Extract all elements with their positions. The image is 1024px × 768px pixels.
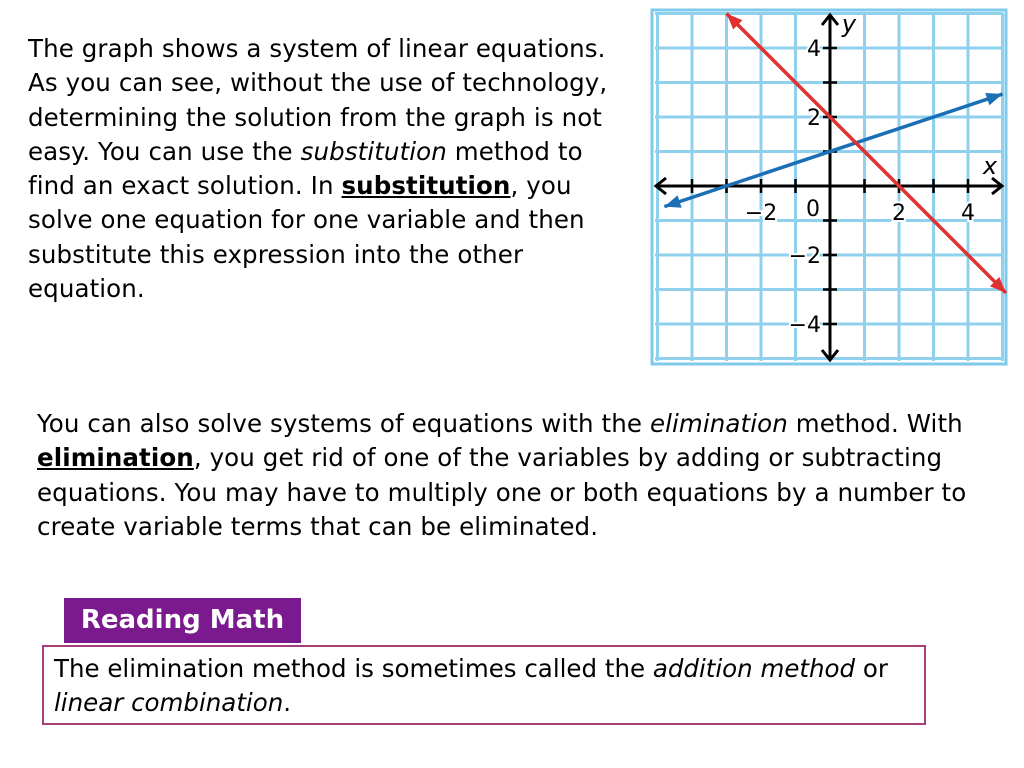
addition-method-term: addition method xyxy=(652,654,856,683)
y-axis-label: y xyxy=(841,10,857,38)
reading-math-box xyxy=(42,645,926,725)
substitution-paragraph xyxy=(28,32,628,306)
elimination-term: elimination xyxy=(37,443,194,473)
y-tick-label: 4 xyxy=(807,37,821,62)
reading-tail: . xyxy=(283,688,292,718)
x-tick-label: 2 xyxy=(892,201,906,226)
x-tick-label: 4 xyxy=(961,201,975,226)
y-tick-label: 2 xyxy=(807,106,821,131)
coordinate-graph xyxy=(650,8,1010,368)
x-tick-label: −2 xyxy=(744,201,778,226)
p2-middle: method. With xyxy=(787,409,963,438)
elimination-paragraph xyxy=(37,407,1017,544)
y-tick-label: −2 xyxy=(788,244,821,269)
p2-italic-term: elimination xyxy=(649,409,788,438)
substitution-term: substitution xyxy=(341,171,511,201)
p1-middle: method to find an exact solution. In xyxy=(28,136,583,201)
p1-lead: The graph shows a system of linear equations. As you can see, without the use of technology, determining the solution from the graph is not easy. You can use the xyxy=(28,34,608,166)
reading-lead: The elimination method is sometimes called the xyxy=(54,654,653,683)
origin-label: 0 xyxy=(806,197,820,222)
reading-math-tag: Reading Math xyxy=(64,598,301,643)
p2-lead: You can also solve systems of equations with the xyxy=(37,409,650,438)
x-axis-label: x xyxy=(982,152,998,180)
linear-combination-term: linear combination xyxy=(54,688,284,718)
reading-middle: or xyxy=(855,654,888,683)
p2-tail: , you get rid of one of the variables by adding or subtracting equations. You may have to multiply one or both equations by a number to create variable terms that can be eliminated. xyxy=(37,443,967,541)
p1-italic-term: substitution xyxy=(300,136,447,166)
y-tick-label: −4 xyxy=(788,313,821,338)
p1-tail: , you solve one equation for one variable and then substitute this expression into the other equation. xyxy=(28,171,585,304)
